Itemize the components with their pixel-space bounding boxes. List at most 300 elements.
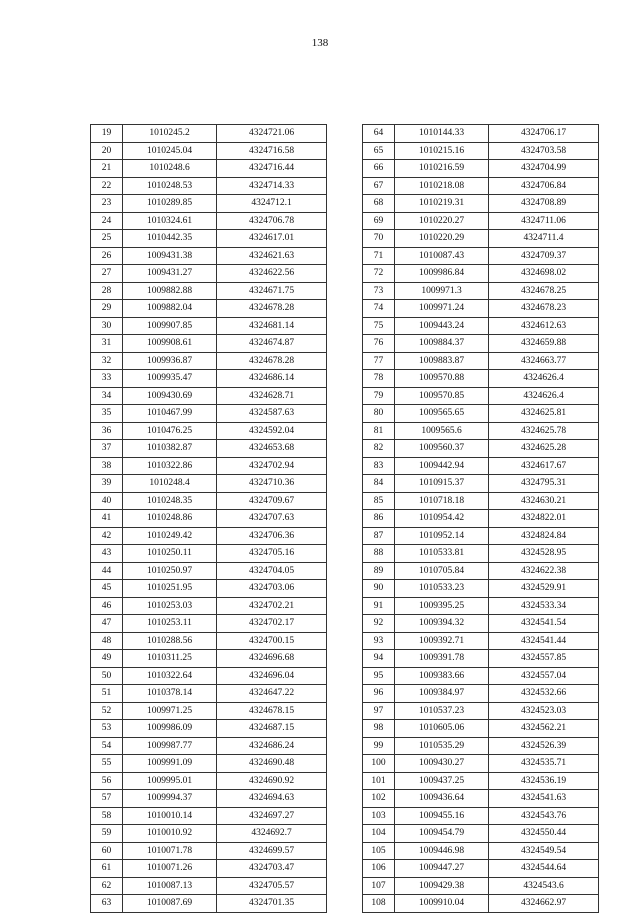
y-coordinate-cell: 4324711.06 <box>489 212 599 230</box>
x-coordinate-cell: 1010322.64 <box>123 667 217 685</box>
table-row <box>91 300 327 318</box>
table-row <box>91 702 327 720</box>
x-coordinate-cell: 1010535.29 <box>395 737 489 755</box>
table-row <box>91 352 327 370</box>
table-row <box>363 860 599 878</box>
point-number-cell: 48 <box>91 632 123 650</box>
point-number-cell: 64 <box>363 125 395 143</box>
point-number-cell: 79 <box>363 387 395 405</box>
table-row <box>363 755 599 773</box>
point-number-cell: 60 <box>91 842 123 860</box>
x-coordinate-cell: 1010467.99 <box>123 405 217 423</box>
point-number-cell: 29 <box>91 300 123 318</box>
y-coordinate-cell: 4324716.58 <box>217 142 327 160</box>
point-number-cell: 41 <box>91 510 123 528</box>
x-coordinate-cell: 1010248.4 <box>123 475 217 493</box>
y-coordinate-cell: 4324528.95 <box>489 545 599 563</box>
x-coordinate-cell: 1009392.71 <box>395 632 489 650</box>
point-number-cell: 21 <box>91 160 123 178</box>
point-number-cell: 91 <box>363 597 395 615</box>
table-row <box>363 615 599 633</box>
table-row <box>363 842 599 860</box>
y-coordinate-cell: 4324550.44 <box>489 825 599 843</box>
point-number-cell: 81 <box>363 422 395 440</box>
y-coordinate-cell: 4324706.84 <box>489 177 599 195</box>
point-number-cell: 89 <box>363 562 395 580</box>
table-row <box>363 352 599 370</box>
point-number-cell: 49 <box>91 650 123 668</box>
x-coordinate-cell: 1010253.03 <box>123 597 217 615</box>
y-coordinate-cell: 4324700.15 <box>217 632 327 650</box>
table-row <box>363 282 599 300</box>
y-coordinate-cell: 4324544.64 <box>489 860 599 878</box>
x-coordinate-cell: 1009971.24 <box>395 300 489 318</box>
y-coordinate-cell: 4324678.28 <box>217 352 327 370</box>
x-coordinate-cell: 1010251.95 <box>123 580 217 598</box>
x-coordinate-cell: 1010288.56 <box>123 632 217 650</box>
point-number-cell: 105 <box>363 842 395 860</box>
point-number-cell: 87 <box>363 527 395 545</box>
x-coordinate-cell: 1009908.61 <box>123 335 217 353</box>
y-coordinate-cell: 4324557.85 <box>489 650 599 668</box>
y-coordinate-cell: 4324704.99 <box>489 160 599 178</box>
point-number-cell: 32 <box>91 352 123 370</box>
point-number-cell: 43 <box>91 545 123 563</box>
x-coordinate-cell: 1010087.13 <box>123 877 217 895</box>
point-number-cell: 103 <box>363 807 395 825</box>
x-coordinate-cell: 1009455.16 <box>395 807 489 825</box>
y-coordinate-cell: 4324625.28 <box>489 440 599 458</box>
point-number-cell: 97 <box>363 702 395 720</box>
x-coordinate-cell: 1009986.84 <box>395 265 489 283</box>
y-coordinate-cell: 4324694.63 <box>217 790 327 808</box>
y-coordinate-cell: 4324625.81 <box>489 405 599 423</box>
y-coordinate-cell: 4324681.14 <box>217 317 327 335</box>
point-number-cell: 72 <box>363 265 395 283</box>
point-number-cell: 39 <box>91 475 123 493</box>
point-number-cell: 38 <box>91 457 123 475</box>
x-coordinate-cell: 1010382.87 <box>123 440 217 458</box>
point-number-cell: 99 <box>363 737 395 755</box>
x-coordinate-cell: 1010010.92 <box>123 825 217 843</box>
table-row <box>91 457 327 475</box>
x-coordinate-cell: 1010253.11 <box>123 615 217 633</box>
point-number-cell: 57 <box>91 790 123 808</box>
point-number-cell: 27 <box>91 265 123 283</box>
y-coordinate-cell: 4324690.48 <box>217 755 327 773</box>
table-row <box>91 475 327 493</box>
x-coordinate-cell: 1010289.85 <box>123 195 217 213</box>
table-row <box>363 720 599 738</box>
x-coordinate-cell: 1009429.38 <box>395 877 489 895</box>
x-coordinate-cell: 1009936.87 <box>123 352 217 370</box>
point-number-cell: 98 <box>363 720 395 738</box>
table-row <box>91 790 327 808</box>
point-number-cell: 100 <box>363 755 395 773</box>
x-coordinate-cell: 1009436.64 <box>395 790 489 808</box>
point-number-cell: 56 <box>91 772 123 790</box>
table-row <box>91 632 327 650</box>
point-number-cell: 63 <box>91 895 123 913</box>
point-number-cell: 94 <box>363 650 395 668</box>
table-row <box>363 387 599 405</box>
table-row <box>91 720 327 738</box>
table-row <box>91 370 327 388</box>
table-row <box>91 772 327 790</box>
table-row <box>91 335 327 353</box>
point-number-cell: 76 <box>363 335 395 353</box>
x-coordinate-cell: 1010311.25 <box>123 650 217 668</box>
point-number-cell: 58 <box>91 807 123 825</box>
x-coordinate-cell: 1009935.47 <box>123 370 217 388</box>
y-coordinate-cell: 4324541.54 <box>489 615 599 633</box>
x-coordinate-cell: 1009560.37 <box>395 440 489 458</box>
x-coordinate-cell: 1009394.32 <box>395 615 489 633</box>
point-number-cell: 92 <box>363 615 395 633</box>
table-row <box>91 492 327 510</box>
x-coordinate-cell: 1010322.86 <box>123 457 217 475</box>
y-coordinate-cell: 4324702.94 <box>217 457 327 475</box>
y-coordinate-cell: 4324714.33 <box>217 177 327 195</box>
table-row <box>363 195 599 213</box>
x-coordinate-cell: 1009882.88 <box>123 282 217 300</box>
table-row <box>91 405 327 423</box>
x-coordinate-cell: 1010248.86 <box>123 510 217 528</box>
table-row <box>91 527 327 545</box>
x-coordinate-cell: 1009430.69 <box>123 387 217 405</box>
x-coordinate-cell: 1009383.66 <box>395 667 489 685</box>
y-coordinate-cell: 4324622.38 <box>489 562 599 580</box>
y-coordinate-cell: 4324709.67 <box>217 492 327 510</box>
point-number-cell: 82 <box>363 440 395 458</box>
x-coordinate-cell: 1009991.09 <box>123 755 217 773</box>
point-number-cell: 40 <box>91 492 123 510</box>
point-number-cell: 51 <box>91 685 123 703</box>
y-coordinate-cell: 4324662.97 <box>489 895 599 913</box>
coordinate-table-right <box>362 124 599 913</box>
x-coordinate-cell: 1010248.6 <box>123 160 217 178</box>
table-row <box>363 825 599 843</box>
point-number-cell: 54 <box>91 737 123 755</box>
point-number-cell: 106 <box>363 860 395 878</box>
point-number-cell: 88 <box>363 545 395 563</box>
x-coordinate-cell: 1010215.16 <box>395 142 489 160</box>
y-coordinate-cell: 4324678.15 <box>217 702 327 720</box>
x-coordinate-cell: 1009446.98 <box>395 842 489 860</box>
table-row <box>91 125 327 143</box>
point-number-cell: 80 <box>363 405 395 423</box>
point-number-cell: 61 <box>91 860 123 878</box>
table-row <box>363 457 599 475</box>
x-coordinate-cell: 1010219.31 <box>395 195 489 213</box>
table-row <box>91 195 327 213</box>
x-coordinate-cell: 1009395.25 <box>395 597 489 615</box>
point-number-cell: 71 <box>363 247 395 265</box>
table-row <box>363 597 599 615</box>
x-coordinate-cell: 1010087.43 <box>395 247 489 265</box>
x-coordinate-cell: 1009986.09 <box>123 720 217 738</box>
y-coordinate-cell: 4324659.88 <box>489 335 599 353</box>
point-number-cell: 47 <box>91 615 123 633</box>
table-row <box>363 212 599 230</box>
x-coordinate-cell: 1009437.25 <box>395 772 489 790</box>
table-row <box>91 177 327 195</box>
y-coordinate-cell: 4324532.66 <box>489 685 599 703</box>
point-number-cell: 52 <box>91 702 123 720</box>
table-row <box>91 825 327 843</box>
table-row <box>91 597 327 615</box>
y-coordinate-cell: 4324703.06 <box>217 580 327 598</box>
x-coordinate-cell: 1009447.27 <box>395 860 489 878</box>
table-row <box>363 702 599 720</box>
table-row <box>91 685 327 703</box>
point-number-cell: 45 <box>91 580 123 598</box>
point-number-cell: 19 <box>91 125 123 143</box>
point-number-cell: 67 <box>363 177 395 195</box>
table-row <box>91 230 327 248</box>
y-coordinate-cell: 4324712.1 <box>217 195 327 213</box>
x-coordinate-cell: 1009971.3 <box>395 282 489 300</box>
table-row <box>363 422 599 440</box>
point-number-cell: 25 <box>91 230 123 248</box>
point-number-cell: 78 <box>363 370 395 388</box>
x-coordinate-cell: 1009442.94 <box>395 457 489 475</box>
y-coordinate-cell: 4324706.78 <box>217 212 327 230</box>
x-coordinate-cell: 1009391.78 <box>395 650 489 668</box>
y-coordinate-cell: 4324706.17 <box>489 125 599 143</box>
y-coordinate-cell: 4324617.67 <box>489 457 599 475</box>
point-number-cell: 26 <box>91 247 123 265</box>
point-number-cell: 22 <box>91 177 123 195</box>
point-number-cell: 65 <box>363 142 395 160</box>
x-coordinate-cell: 1009443.24 <box>395 317 489 335</box>
x-coordinate-cell: 1009971.25 <box>123 702 217 720</box>
page-number: 138 <box>311 37 329 49</box>
table-row <box>363 247 599 265</box>
table-row <box>363 580 599 598</box>
x-coordinate-cell: 1010071.26 <box>123 860 217 878</box>
table-body-left <box>91 125 327 913</box>
point-number-cell: 84 <box>363 475 395 493</box>
y-coordinate-cell: 4324703.58 <box>489 142 599 160</box>
y-coordinate-cell: 4324671.75 <box>217 282 327 300</box>
point-number-cell: 102 <box>363 790 395 808</box>
point-number-cell: 50 <box>91 667 123 685</box>
point-number-cell: 53 <box>91 720 123 738</box>
x-coordinate-cell: 1010533.81 <box>395 545 489 563</box>
table-row <box>91 160 327 178</box>
x-coordinate-cell: 1010248.53 <box>123 177 217 195</box>
point-number-cell: 20 <box>91 142 123 160</box>
table-row <box>91 440 327 458</box>
x-coordinate-cell: 1010250.11 <box>123 545 217 563</box>
table-row <box>91 317 327 335</box>
table-row <box>91 142 327 160</box>
x-coordinate-cell: 1010705.84 <box>395 562 489 580</box>
table-row <box>363 492 599 510</box>
x-coordinate-cell: 1010220.27 <box>395 212 489 230</box>
x-coordinate-cell: 1009882.04 <box>123 300 217 318</box>
y-coordinate-cell: 4324612.63 <box>489 317 599 335</box>
point-number-cell: 104 <box>363 825 395 843</box>
x-coordinate-cell: 1010071.78 <box>123 842 217 860</box>
x-coordinate-cell: 1009430.27 <box>395 755 489 773</box>
table-row <box>91 877 327 895</box>
y-coordinate-cell: 4324523.03 <box>489 702 599 720</box>
x-coordinate-cell: 1010216.59 <box>395 160 489 178</box>
x-coordinate-cell: 1010218.08 <box>395 177 489 195</box>
table-row <box>91 755 327 773</box>
y-coordinate-cell: 4324557.04 <box>489 667 599 685</box>
table-body-right <box>363 125 599 913</box>
point-number-cell: 75 <box>363 317 395 335</box>
point-number-cell: 28 <box>91 282 123 300</box>
table-row <box>363 650 599 668</box>
table-row <box>91 212 327 230</box>
point-number-cell: 31 <box>91 335 123 353</box>
y-coordinate-cell: 4324541.63 <box>489 790 599 808</box>
table-row <box>91 650 327 668</box>
y-coordinate-cell: 4324690.92 <box>217 772 327 790</box>
y-coordinate-cell: 4324533.34 <box>489 597 599 615</box>
x-coordinate-cell: 1009570.88 <box>395 370 489 388</box>
y-coordinate-cell: 4324587.63 <box>217 405 327 423</box>
table-row <box>91 860 327 878</box>
y-coordinate-cell: 4324705.16 <box>217 545 327 563</box>
y-coordinate-cell: 4324701.35 <box>217 895 327 913</box>
x-coordinate-cell: 1010324.61 <box>123 212 217 230</box>
y-coordinate-cell: 4324686.14 <box>217 370 327 388</box>
table-row <box>91 737 327 755</box>
y-coordinate-cell: 4324678.23 <box>489 300 599 318</box>
x-coordinate-cell: 1009910.04 <box>395 895 489 913</box>
point-number-cell: 69 <box>363 212 395 230</box>
point-number-cell: 36 <box>91 422 123 440</box>
y-coordinate-cell: 4324621.63 <box>217 247 327 265</box>
x-coordinate-cell: 1010245.2 <box>123 125 217 143</box>
y-coordinate-cell: 4324625.78 <box>489 422 599 440</box>
table-row <box>363 300 599 318</box>
table-row <box>363 772 599 790</box>
point-number-cell: 101 <box>363 772 395 790</box>
y-coordinate-cell: 4324692.7 <box>217 825 327 843</box>
table-row <box>91 562 327 580</box>
table-row <box>363 475 599 493</box>
y-coordinate-cell: 4324705.57 <box>217 877 327 895</box>
x-coordinate-cell: 1009565.65 <box>395 405 489 423</box>
y-coordinate-cell: 4324697.27 <box>217 807 327 825</box>
table-row <box>363 405 599 423</box>
y-coordinate-cell: 4324622.56 <box>217 265 327 283</box>
y-coordinate-cell: 4324795.31 <box>489 475 599 493</box>
point-number-cell: 42 <box>91 527 123 545</box>
point-number-cell: 24 <box>91 212 123 230</box>
y-coordinate-cell: 4324628.71 <box>217 387 327 405</box>
y-coordinate-cell: 4324592.04 <box>217 422 327 440</box>
point-number-cell: 70 <box>363 230 395 248</box>
table-row <box>363 895 599 913</box>
table-row <box>91 510 327 528</box>
table-row <box>91 265 327 283</box>
x-coordinate-cell: 1010250.97 <box>123 562 217 580</box>
y-coordinate-cell: 4324704.05 <box>217 562 327 580</box>
x-coordinate-cell: 1009565.6 <box>395 422 489 440</box>
x-coordinate-cell: 1010605.06 <box>395 720 489 738</box>
table-row <box>363 317 599 335</box>
x-coordinate-cell: 1009454.79 <box>395 825 489 843</box>
y-coordinate-cell: 4324653.68 <box>217 440 327 458</box>
x-coordinate-cell: 1010442.35 <box>123 230 217 248</box>
x-coordinate-cell: 1010915.37 <box>395 475 489 493</box>
y-coordinate-cell: 4324529.91 <box>489 580 599 598</box>
table-row <box>363 667 599 685</box>
table-row <box>363 790 599 808</box>
y-coordinate-cell: 4324535.71 <box>489 755 599 773</box>
x-coordinate-cell: 1009883.87 <box>395 352 489 370</box>
point-number-cell: 86 <box>363 510 395 528</box>
y-coordinate-cell: 4324824.84 <box>489 527 599 545</box>
x-coordinate-cell: 1009907.85 <box>123 317 217 335</box>
table-row <box>363 562 599 580</box>
point-number-cell: 55 <box>91 755 123 773</box>
x-coordinate-cell: 1010144.33 <box>395 125 489 143</box>
point-number-cell: 96 <box>363 685 395 703</box>
table-row <box>91 580 327 598</box>
y-coordinate-cell: 4324536.19 <box>489 772 599 790</box>
point-number-cell: 62 <box>91 877 123 895</box>
y-coordinate-cell: 4324674.87 <box>217 335 327 353</box>
table-row <box>91 282 327 300</box>
table-row <box>363 125 599 143</box>
point-number-cell: 95 <box>363 667 395 685</box>
y-coordinate-cell: 4324716.44 <box>217 160 327 178</box>
x-coordinate-cell: 1010954.42 <box>395 510 489 528</box>
y-coordinate-cell: 4324678.28 <box>217 300 327 318</box>
table-row <box>363 632 599 650</box>
y-coordinate-cell: 4324617.01 <box>217 230 327 248</box>
table-row <box>91 247 327 265</box>
y-coordinate-cell: 4324543.6 <box>489 877 599 895</box>
x-coordinate-cell: 1010537.23 <box>395 702 489 720</box>
table-row <box>91 615 327 633</box>
point-number-cell: 66 <box>363 160 395 178</box>
x-coordinate-cell: 1010010.14 <box>123 807 217 825</box>
table-row <box>363 527 599 545</box>
point-number-cell: 23 <box>91 195 123 213</box>
coordinate-table-left <box>90 124 327 913</box>
point-number-cell: 30 <box>91 317 123 335</box>
x-coordinate-cell: 1009384.97 <box>395 685 489 703</box>
x-coordinate-cell: 1010245.04 <box>123 142 217 160</box>
y-coordinate-cell: 4324702.21 <box>217 597 327 615</box>
point-number-cell: 73 <box>363 282 395 300</box>
point-number-cell: 34 <box>91 387 123 405</box>
y-coordinate-cell: 4324543.76 <box>489 807 599 825</box>
point-number-cell: 77 <box>363 352 395 370</box>
table-row <box>363 877 599 895</box>
point-number-cell: 68 <box>363 195 395 213</box>
point-number-cell: 33 <box>91 370 123 388</box>
point-number-cell: 93 <box>363 632 395 650</box>
y-coordinate-cell: 4324706.36 <box>217 527 327 545</box>
point-number-cell: 44 <box>91 562 123 580</box>
y-coordinate-cell: 4324696.68 <box>217 650 327 668</box>
table-row <box>363 335 599 353</box>
table-row <box>91 422 327 440</box>
y-coordinate-cell: 4324708.89 <box>489 195 599 213</box>
y-coordinate-cell: 4324707.63 <box>217 510 327 528</box>
table-row <box>363 807 599 825</box>
